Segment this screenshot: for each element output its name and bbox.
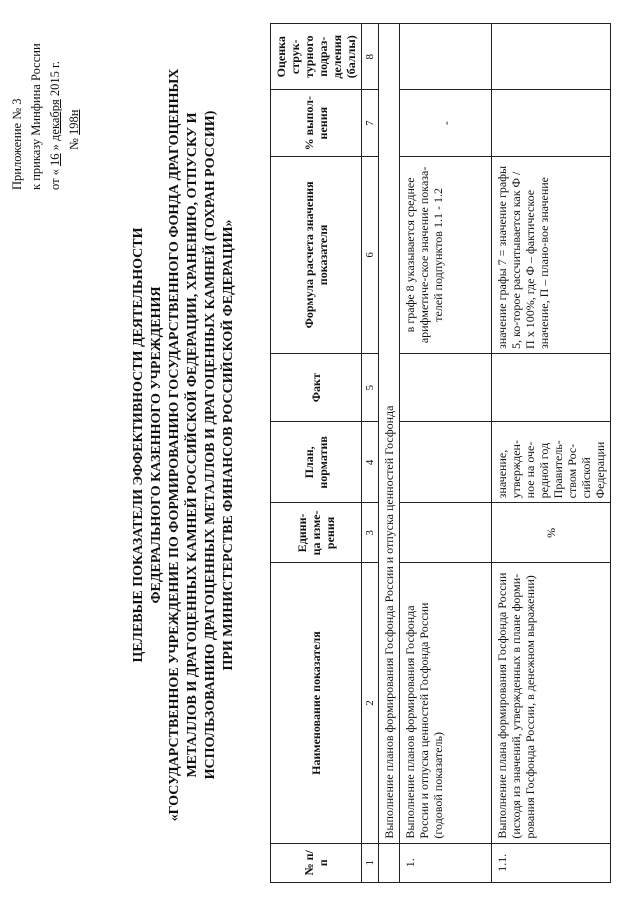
title-line: ПРИ МИНИСТЕРСТВЕ ФИНАНСОВ РОССИЙСКОЙ ФЕДЕРАЦИИ» xyxy=(221,219,236,671)
cell-fact xyxy=(492,353,611,421)
cell-formula: в графе 8 указывается среднее арифметиче-ское значение показа-телей подпунктов 1.1 - 1.2 xyxy=(400,156,492,353)
cell-score xyxy=(400,24,492,90)
section-row xyxy=(379,24,400,883)
col-number: 1 xyxy=(362,843,379,882)
title-line: ЦЕЛЕВЫЕ ПОКАЗАТЕЛИ ЭФФЕКТИВНОСТИ ДЕЯТЕЛЬНОСТИ xyxy=(131,227,146,663)
col-number: 8 xyxy=(362,24,379,90)
appendix-order-ref: к приказу Минфина России xyxy=(29,43,43,190)
table-row xyxy=(400,24,492,883)
document-title xyxy=(130,45,238,845)
cell-unit xyxy=(400,503,492,563)
appendix-date: от « 16 » декабря 2015 г. xyxy=(48,61,62,190)
header-fact: Факт xyxy=(271,353,362,421)
header-num: № п/п xyxy=(271,843,362,882)
cell-name: Выполнение плана формирования Госфонда России (исходя из значений, утвержденных в плане форми-рования Госфонда России, в денежном выражении) xyxy=(492,563,611,843)
appendix-order-number: № 198н xyxy=(67,109,81,150)
col-number: 6 xyxy=(362,156,379,353)
cell-percent: - xyxy=(400,90,492,156)
cell-formula: значение графы 7 = значение графы 5, ко-торое рассчитывается как Ф / П х 100%, где Ф – фактическое значение, П – плано-вое значение xyxy=(492,156,611,353)
header-score: Оценка струк-турного подраз-деления (баллы) xyxy=(271,24,362,90)
appendix-date-month: декабря xyxy=(48,99,62,141)
col-number: 5 xyxy=(362,353,379,421)
cell-score xyxy=(492,24,611,90)
indicators-table xyxy=(270,23,611,883)
title-line: ФЕДЕРАЛЬНОГО КАЗЕННОГО УЧРЕЖДЕНИЯ xyxy=(149,286,164,604)
col-number: 7 xyxy=(362,90,379,156)
cell-unit: % xyxy=(492,503,611,563)
cell-plan: значение, утвержден-ное на оче-редной год Правитель-ством Рос-сийской Федерации xyxy=(492,422,611,503)
col-number: 2 xyxy=(362,563,379,843)
header-plan: План, норматив xyxy=(271,422,362,503)
cell-plan xyxy=(400,422,492,503)
column-numbers-row xyxy=(362,24,379,883)
appendix-number: Приложение № 3 xyxy=(10,98,24,190)
col-number: 4 xyxy=(362,422,379,503)
cell-percent xyxy=(492,90,611,156)
title-line: МЕТАЛЛОВ И ДРАГОЦЕННЫХ КАМНЕЙ РОССИЙСКОЙ ФЕДЕРАЦИИ, ХРАНЕНИЮ, ОТПУСКУ И xyxy=(185,112,200,778)
header-formula: Формула расчета значения показателя xyxy=(271,156,362,353)
table-row xyxy=(492,24,611,883)
header-percent: % выпол-нения xyxy=(271,90,362,156)
header-name: Наименование показателя xyxy=(271,563,362,843)
title-line: «ГОСУДАРСТВЕННОЕ УЧРЕЖДЕНИЕ ПО ФОРМИРОВАНИЮ ГОСУДАРСТВЕННОГО ФОНДА ДРАГОЦЕННЫХ xyxy=(167,68,182,822)
cell-num: 1. xyxy=(400,843,492,882)
cell-name: Выполнение планов формирования Госфонда России и отпуска ценностей Госфонда России (годовой показатель) xyxy=(400,563,492,843)
cell-num: 1.1. xyxy=(492,843,611,882)
section-title: Выполнение планов формирования Госфонда России и отпуска ценностей Госфонда xyxy=(379,24,400,844)
appendix-date-day: 16 xyxy=(48,153,62,166)
col-number: 3 xyxy=(362,503,379,563)
header-unit: Едини-ца изме-рения xyxy=(271,503,362,563)
appendix-header xyxy=(8,10,84,190)
cell-fact xyxy=(400,353,492,421)
table-header-row xyxy=(271,24,362,883)
title-line: ИСПОЛЬЗОВАНИЮ ДРАГОЦЕННЫХ МЕТАЛЛОВ И ДРАГОЦЕННЫХ КАМНЕЙ (ГОХРАН РОССИИ) xyxy=(203,110,218,780)
